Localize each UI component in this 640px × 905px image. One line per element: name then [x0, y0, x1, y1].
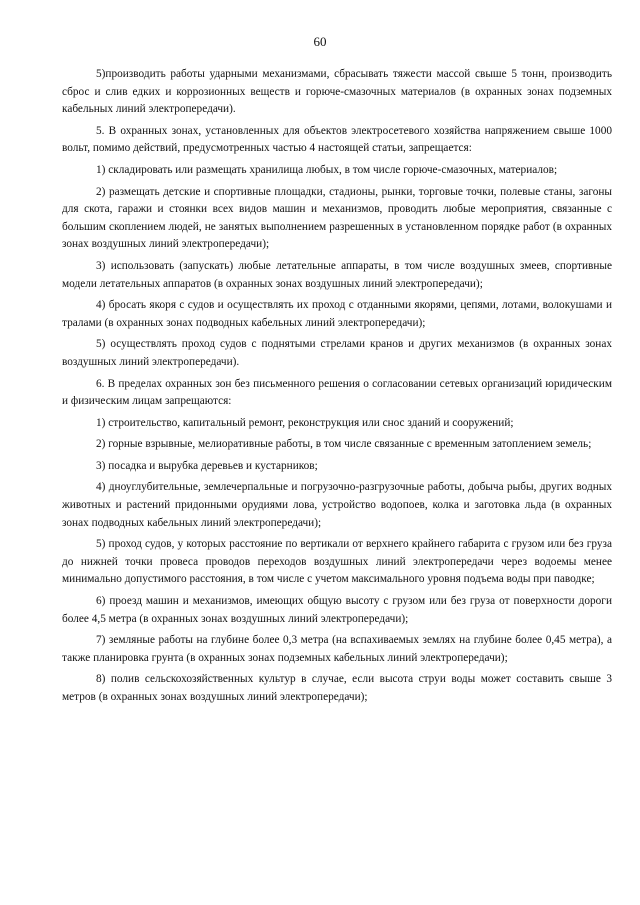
- paragraph: 3) использовать (запускать) любые летательные аппараты, в том числе воздушных змеев, спортивные модели летательных аппаратов (в охранных зонах воздушных линий электропередачи);: [62, 259, 612, 290]
- paragraph: 4) дноуглубительные, землечерпальные и погрузочно-разгрузочные работы, добыча рыбы, других водных животных и растений придонными орудиями лова, устройство водопоев, колка и заготовка льда (в охранных зонах подводных кабельных линий электропередачи);: [62, 481, 612, 529]
- paragraph: 7) земляные работы на глубине более 0,3 метра (на вспахиваемых землях на глубине более 0,45 метра), а также планировка грунта (в охранных зонах подземных кабельных линий электропередачи);: [62, 634, 612, 664]
- paragraph: 6) проезд машин и механизмов, имеющих общую высоту с грузом или без груза от поверхности дороги более 4,5 метра (в охранных зонах воздушных линий электропередачи);: [62, 595, 612, 625]
- paragraph: 6. В пределах охранных зон без письменного решения о согласовании сетевых организаций юридическим и физическим лицам запрещаются:: [62, 377, 612, 408]
- paragraph: 2) размещать детские и спортивные площадки, стадионы, рынки, торговые точки, полевые станы, загоны для скота, гаражи и стоянки всех видов машин и механизмов, проводить любые мероприятия, связанные с большим скоплением людей, не занятых выполнением разрешенных в установленном порядке работ (в охранных зонах воздушных линий электропередачи);: [62, 185, 612, 251]
- paragraph: 1) складировать или размещать хранилища любых, в том числе горюче-смазочных, материалов;: [96, 163, 558, 176]
- paragraph: 4) бросать якоря с судов и осуществлять их проход с отданными якорями, цепями, лотами, волокушами и тралами (в охранных зонах подводных кабельных линий электропередачи);: [62, 299, 612, 329]
- paragraph: 1) строительство, капитальный ремонт, реконструкция или снос зданий и сооружений;: [96, 416, 514, 429]
- paragraph: 5)производить работы ударными механизмами, сбрасывать тяжести массой свыше 5 тонн, производить сброс и слив едких и коррозионных веществ и горюче-смазочных материалов (в охранных зонах подземных кабельных линий электропередачи).: [62, 68, 612, 116]
- page-number: 60: [313, 34, 327, 49]
- document-body: [62, 66, 612, 711]
- paragraph: 2) горные взрывные, мелиоративные работы, в том числе связанные с временным затоплением земель;: [96, 438, 592, 451]
- paragraph: 5) проход судов, у которых расстояние по вертикали от верхнего крайнего габарита с грузом или без груза до нижней точки провеса проводов переходов воздушных линий электропередачи через водоемы менее минимально допустимого расстояния, в том числе с учетом максимального уровня подъема воды при паводке;: [62, 538, 612, 586]
- paragraph: 8) полив сельскохозяйственных культур в случае, если высота струи воды может составить свыше 3 метров (в охранных зонах воздушных линий электропередачи);: [62, 673, 612, 703]
- paragraph: 5. В охранных зонах, установленных для объектов электросетевого хозяйства напряжением свыше 1000 вольт, помимо действий, предусмотренных частью 4 настоящей статьи, запрещается:: [62, 124, 612, 155]
- paragraph: 5) осуществлять проход судов с поднятыми стрелами кранов и других механизмов (в охранных зонах воздушных линий электропередачи).: [62, 338, 612, 368]
- paragraph: 3) посадка и вырубка деревьев и кустарников;: [96, 459, 318, 472]
